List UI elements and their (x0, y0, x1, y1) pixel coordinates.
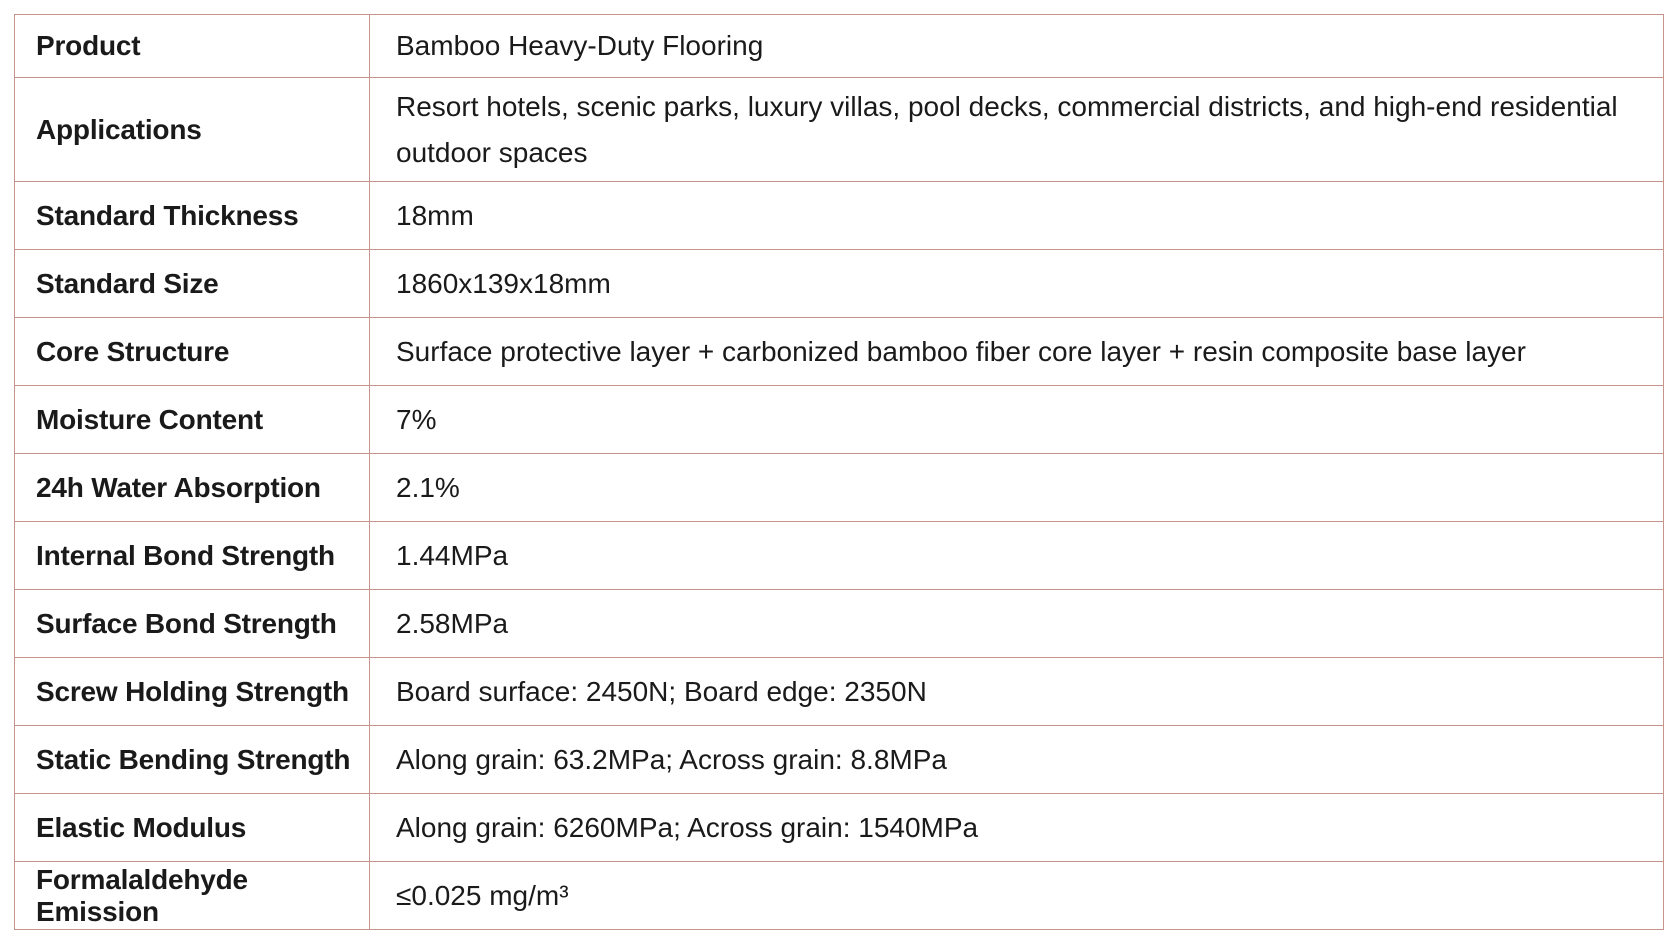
table-row-moisture-content (15, 386, 1664, 454)
table-row-elastic-modulus (15, 794, 1664, 862)
spec-table (14, 14, 1664, 930)
row-value: 2.58MPa (370, 590, 1664, 658)
table-row-core-structure (15, 318, 1664, 386)
row-value: 1860x139x18mm (370, 250, 1664, 318)
table-row-applications (15, 78, 1664, 182)
table-row-standard-size (15, 250, 1664, 318)
row-value: Bamboo Heavy-Duty Flooring (370, 15, 1664, 78)
table-row-surface-bond-strength (15, 590, 1664, 658)
table-row-standard-thickness (15, 182, 1664, 250)
table-row-formaldehyde-emission (15, 862, 1664, 930)
row-value: Along grain: 6260MPa; Across grain: 1540MPa (370, 794, 1664, 862)
row-label: Formalaldehyde Emission (15, 862, 370, 930)
table-row-static-bending-strength (15, 726, 1664, 794)
row-label: Static Bending Strength (15, 726, 370, 794)
row-label: Core Structure (15, 318, 370, 386)
row-label: Standard Size (15, 250, 370, 318)
row-label: Applications (15, 78, 370, 182)
row-label: Internal Bond Strength (15, 522, 370, 590)
row-label: Standard Thickness (15, 182, 370, 250)
row-value: Surface protective layer + carbonized bamboo fiber core layer + resin composite base layer (370, 318, 1664, 386)
table-row-internal-bond-strength (15, 522, 1664, 590)
table-row-screw-holding-strength (15, 658, 1664, 726)
row-label: 24h Water Absorption (15, 454, 370, 522)
row-label: Product (15, 15, 370, 78)
row-value: 18mm (370, 182, 1664, 250)
row-value: ≤0.025 mg/m³ (370, 862, 1664, 930)
row-value: 7% (370, 386, 1664, 454)
row-label: Screw Holding Strength (15, 658, 370, 726)
row-value: Resort hotels, scenic parks, luxury villas, pool decks, commercial districts, and high-end residential outdoor spaces (370, 78, 1664, 182)
row-label: Moisture Content (15, 386, 370, 454)
row-value: 2.1% (370, 454, 1664, 522)
row-label: Surface Bond Strength (15, 590, 370, 658)
row-value: 1.44MPa (370, 522, 1664, 590)
row-label: Elastic Modulus (15, 794, 370, 862)
row-value: Board surface: 2450N; Board edge: 2350N (370, 658, 1664, 726)
row-value: Along grain: 63.2MPa; Across grain: 8.8MPa (370, 726, 1664, 794)
table-row-water-absorption (15, 454, 1664, 522)
table-row-product (15, 15, 1664, 78)
